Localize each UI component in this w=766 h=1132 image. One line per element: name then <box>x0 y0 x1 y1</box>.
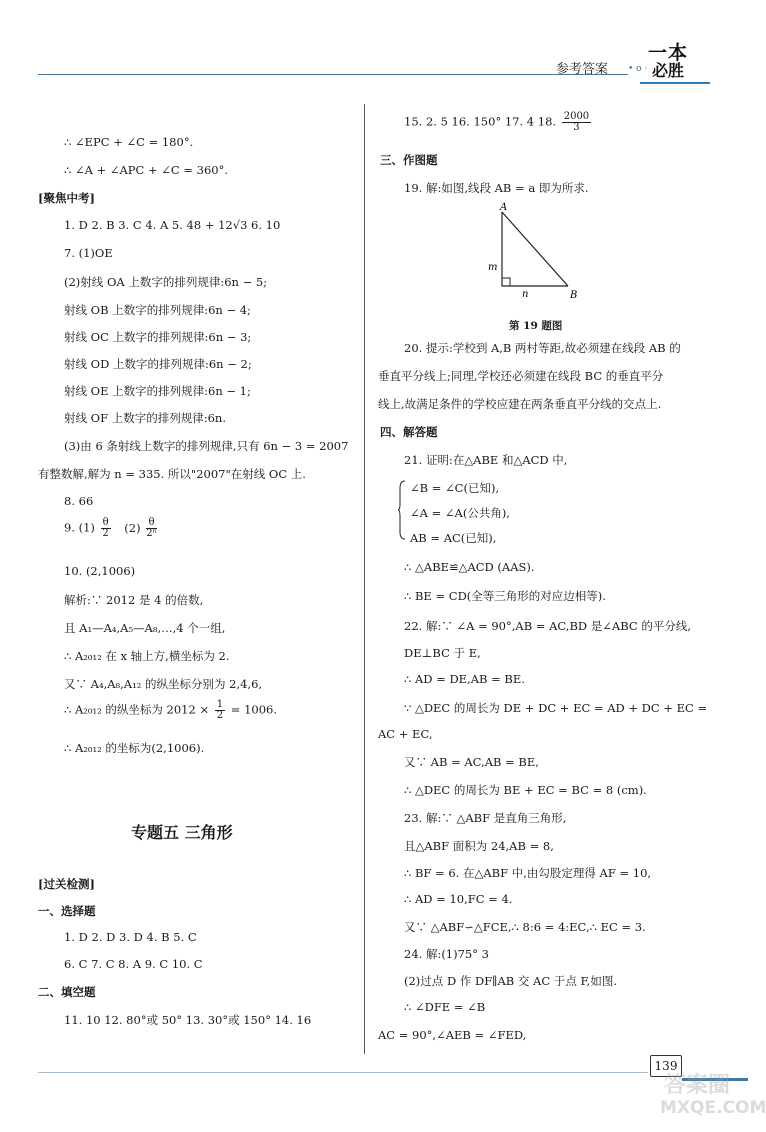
left-line-20: 又∵ A₄,A₈,A₁₂ 的纵坐标分别为 2,4,6, <box>64 677 263 691</box>
fig-label-b: B <box>570 290 578 301</box>
header-rule <box>38 74 628 75</box>
right-line-13: ∴ △ABE≌△ACD (AAS). <box>404 560 535 574</box>
right-line-1 <box>404 112 593 133</box>
half-tail: = 1006. <box>230 702 277 717</box>
right-line-5: 20. 提示:学校到 A,B 两村等距,故必须建在线段 AB 的 <box>404 341 681 355</box>
watermark-line1: 答案圈 <box>664 1073 731 1098</box>
right-line-16: DE⊥BC 于 E, <box>404 646 481 660</box>
brand-line2: 必胜 <box>652 61 685 80</box>
q9-frac2-den: 2ⁿ <box>146 528 157 539</box>
left-line-21 <box>64 700 277 721</box>
right-line-20: 又∵ AB = AC,AB = BE, <box>404 755 539 769</box>
left-line-6: (2)射线 OA 上数字的排列规律:6n − 5; <box>64 275 268 289</box>
q9-fraction-2 <box>146 518 157 539</box>
right-line-26: 又∵ △ABF∽△FCE,∴ 8:6 = 4:EC,∴ EC = 3. <box>404 920 646 934</box>
fig-right-angle <box>502 278 510 286</box>
right-line-19: AC + EC, <box>378 727 433 741</box>
right-line-11: ∠A = ∠A(公共角), <box>410 506 510 520</box>
right-line-24: ∴ BF = 6. 在△ABF 中,由勾股定理得 AF = 10, <box>404 866 652 880</box>
left-section-choice: 一、选择题 <box>38 904 96 918</box>
chapter-title: 专题五 三角形 <box>131 823 233 842</box>
q9-part2-label: (2) <box>124 520 141 535</box>
left-line-17: 解析:∵ 2012 是 4 的倍数, <box>64 593 204 607</box>
left-line-5: 7. (1)OE <box>64 246 113 260</box>
header-dots: • o · <box>628 64 648 74</box>
right-line-6: 垂直平分线上;同理,学校还必须建在线段 BC 的垂直平分 <box>378 369 664 383</box>
column-divider <box>364 104 365 1054</box>
fig-label-m: m <box>488 262 498 273</box>
left-line-18: 且 A₁—A₄,A₅—A₈,…,4 个一组, <box>64 621 226 635</box>
q18-num: 2000 <box>563 111 590 122</box>
left-line-4: 1. D 2. B 3. C 4. A 5. 48 + 12√3 6. 10 <box>64 218 281 232</box>
left-line-2: ∴ ∠A + ∠APC + ∠C = 360°. <box>64 163 229 177</box>
left-line-25: 1. D 2. D 3. D 4. B 5. C <box>64 930 197 944</box>
left-line-15 <box>64 518 159 539</box>
right-line-23: 且△ABF 面积为 24,AB = 8, <box>404 839 554 853</box>
half-num: 1 <box>216 699 224 710</box>
q18-den: 3 <box>573 122 580 133</box>
right-line-27: 24. 解:(1)75° 3 <box>404 947 489 961</box>
right-line-30: AC = 90°,∠AEB = ∠FED, <box>378 1028 527 1042</box>
half-fraction <box>215 700 225 721</box>
left-line-11: 射线 OF 上数字的排列规律:6n. <box>64 411 226 425</box>
right-line-9: 21. 证明:在△ABE 和△ACD 中, <box>404 453 568 467</box>
left-section-check: [过关检测] <box>38 877 95 891</box>
left-line-1: ∴ ∠EPC + ∠C = 180°. <box>64 135 194 149</box>
q18-fraction <box>562 112 591 133</box>
left-line-7: 射线 OB 上数字的排列规律:6n − 4; <box>64 303 251 317</box>
right-line-14: ∴ BE = CD(全等三角形的对应边相等). <box>404 589 606 603</box>
left-line-12: (3)由 6 条射线上数字的排列规律,只有 6n − 3 = 2007 <box>64 439 349 453</box>
left-line-26: 6. C 7. C 8. A 9. C 10. C <box>64 957 203 971</box>
right-line-22: 23. 解:∵ △ABF 是直角三角形, <box>404 811 567 825</box>
right-line-25: ∴ AD = 10,FC = 4. <box>404 892 513 906</box>
left-line-16: 10. (2,1006) <box>64 564 136 578</box>
a2012-y-text: ∴ A₂₀₁₂ 的纵坐标为 2012 × <box>64 702 210 717</box>
left-line-13: 有整数解,解为 n = 335. 所以"2007"在射线 OC 上. <box>38 467 306 481</box>
left-line-8: 射线 OC 上数字的排列规律:6n − 3; <box>64 330 252 344</box>
q9-label: 9. (1) <box>64 520 95 535</box>
right-section-solve: 四、解答题 <box>380 425 438 439</box>
brace <box>398 480 406 540</box>
right-line-3: 19. 解:如图,线段 AB = a 即为所求. <box>404 181 589 195</box>
fig-label-a: A <box>500 202 508 213</box>
figure-caption: 第 19 题图 <box>509 320 563 332</box>
left-line-10: 射线 OE 上数字的排列规律:6n − 1; <box>64 384 251 398</box>
figure-19 <box>480 200 590 305</box>
watermark-line2: MXQE.COM <box>660 1098 766 1118</box>
right-line-17: ∴ AD = DE,AB = BE. <box>404 672 525 686</box>
left-line-14: 8. 66 <box>64 494 94 508</box>
fig-line-ab <box>502 212 568 286</box>
right-line-15: 22. 解:∵ ∠A = 90°,AB = AC,BD 是∠ABC 的平分线, <box>404 619 691 633</box>
left-line-9: 射线 OD 上数字的排列规律:6n − 2; <box>64 357 252 371</box>
right-line-29: ∴ ∠DFE = ∠B <box>404 1000 486 1014</box>
q9-frac1-den: 2 <box>102 528 109 539</box>
brand-line1: 一本 <box>648 42 689 64</box>
header-section-label: 参考答案 <box>556 62 609 77</box>
right-line-28: (2)过点 D 作 DF∥AB 交 AC 于点 F,如图. <box>404 974 617 988</box>
q9-frac2-num: θ <box>146 518 157 529</box>
right-line-21: ∴ △DEC 的周长为 BE + EC = BC = 8 (cm). <box>404 783 647 797</box>
left-section-fill: 二、填空题 <box>38 985 96 999</box>
q15-18-text: 15. 2. 5 16. 150° 17. 4 18. <box>404 114 557 129</box>
right-line-18: ∵ △DEC 的周长为 DE + DC + EC = AD + DC + EC = <box>404 701 708 715</box>
page-number: 139 <box>650 1055 682 1077</box>
right-line-7: 线上,故满足条件的学校应建在两条垂直平分线的交点上. <box>378 397 662 411</box>
fig-label-n: n <box>522 289 529 300</box>
header-rule-right <box>640 82 710 84</box>
q9-frac1-num: θ <box>102 517 109 528</box>
watermark <box>660 1060 766 1130</box>
half-den: 2 <box>216 710 224 721</box>
left-line-19: ∴ A₂₀₁₂ 在 x 轴上方,横坐标为 2. <box>64 649 230 663</box>
q9-fraction-1 <box>101 518 111 539</box>
right-line-10: ∠B = ∠C(已知), <box>410 481 500 495</box>
right-section-draw: 三、作图题 <box>380 153 438 167</box>
brand-logo <box>648 38 708 82</box>
right-line-12: AB = AC(已知), <box>410 531 497 545</box>
left-section-focus: [聚焦中考] <box>38 191 95 205</box>
left-line-28: 11. 10 12. 80°或 50° 13. 30°或 150° 14. 16 <box>64 1013 312 1027</box>
left-line-22: ∴ A₂₀₁₂ 的坐标为(2,1006). <box>64 741 205 755</box>
footer-rule <box>38 1072 648 1073</box>
